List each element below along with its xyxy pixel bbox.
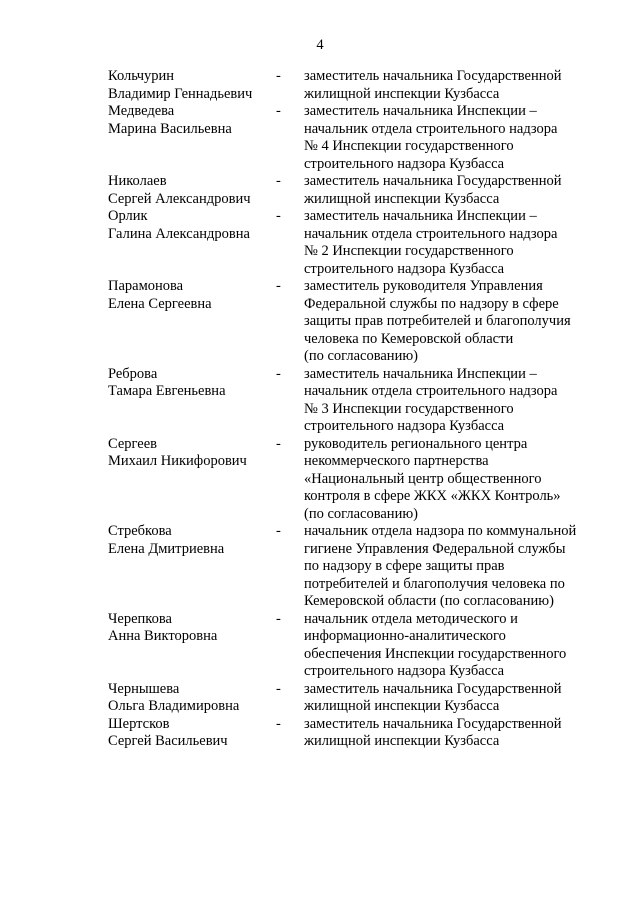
member-row [108,611,608,681]
member-name-line: Орлик [108,208,148,224]
member-position-line: информационно-аналитического [304,628,506,644]
member-dash: - [276,278,281,294]
member-position-line: заместитель начальника Государственной [304,68,562,84]
member-position-line: человека по Кемеровской области [304,330,514,347]
member-position-line: по надзору в сфере защиты прав [304,558,505,574]
member-name-line: Шертсков [108,715,170,732]
member-dash: - [276,103,281,119]
member-row [108,173,608,208]
member-position-line: Кемеровской области (по согласованию) [304,593,554,609]
member-name-line: Сергей Васильевич [108,733,228,749]
member-position [304,681,608,716]
member-dash: - [276,173,281,189]
member-name-line: Парамонова [108,278,184,294]
member-row [108,68,608,103]
member-position [304,208,608,278]
member-position-line: контроля в сфере ЖКХ «ЖКХ Контроль» [304,488,561,504]
member-position-line: защиты прав потребителей и благополучия [304,313,571,329]
member-position-line: начальник отдела строительного надзора [304,383,558,399]
member-dash: - [276,680,281,697]
member-name-line: Анна Викторовна [108,628,218,644]
member-position [304,366,608,436]
member-name [108,366,276,401]
member-name-line: Реброва [108,365,158,382]
member-row [108,103,608,173]
member-name-line: Стребкова [108,523,172,539]
member-position-line: № 3 Инспекции государственного [304,400,514,417]
member-position-line: начальник отдела надзора по коммунальной [304,523,577,539]
member-position-line: заместитель начальника Инспекции – [304,103,537,119]
member-position-line: начальник отдела методического и [304,610,518,627]
member-name [108,681,276,716]
member-name-line: Елена Дмитриевна [108,540,225,557]
member-position-line: заместитель руководителя Управления [304,278,543,294]
member-position-line: заместитель начальника Государственной [304,173,562,189]
member-name-line: Медведева [108,103,175,119]
member-position-line: начальник отдела строительного надзора [304,225,558,242]
member-row [108,366,608,436]
member-position [304,173,608,208]
member-position-line: обеспечения Инспекции государственного [304,645,567,662]
member-name [108,278,276,313]
member-position-line: гигиене Управления Федеральной службы [304,540,566,557]
member-row [108,278,608,366]
member-position-line: жилищной инспекции Кузбасса [304,698,500,714]
member-position-line: некоммерческого партнерства [304,453,489,469]
member-position [304,611,608,681]
member-name-line: Чернышева [108,680,180,697]
member-name-line: Марина Васильевна [108,120,232,137]
member-name [108,611,276,646]
member-name-line: Николаев [108,173,167,189]
member-name [108,716,276,751]
member-row [108,523,608,611]
member-position [304,523,608,611]
member-position-line: потребителей и благополучия человека по [304,575,565,592]
member-row [108,681,608,716]
member-position-line: заместитель начальника Инспекции – [304,208,537,224]
member-name [108,436,276,471]
member-position-line: (по согласованию) [304,505,418,522]
member-name [108,208,276,243]
member-position-line: № 2 Инспекции государственного [304,243,514,259]
member-position-line: строительного надзора Кузбасса [304,663,505,679]
member-position-line: «Национальный центр общественного [304,470,542,487]
member-dash: - [276,435,281,452]
member-dash: - [276,208,281,224]
member-position [304,103,608,173]
member-position-line: № 4 Инспекции государственного [304,138,514,154]
member-position-line: Федеральной службы по надзору в сфере [304,295,559,312]
member-name-line: Галина Александровна [108,225,250,242]
member-position [304,68,608,103]
page-number: 4 [316,37,324,53]
member-name-line: Тамара Евгеньевна [108,383,226,399]
member-name-line: Сергеев [108,435,158,452]
member-row [108,436,608,524]
member-row [108,208,608,278]
member-position [304,436,608,524]
member-dash: - [276,365,281,382]
member-name [108,173,276,208]
member-position [304,716,608,751]
member-position-line: жилищной инспекции Кузбасса [304,85,500,102]
members-list [108,68,608,751]
member-position-line: заместитель начальника Государственной [304,715,562,732]
member-name-line: Ольга Владимировна [108,698,240,714]
member-position-line: (по согласованию) [304,348,418,364]
member-dash: - [276,523,281,539]
member-name [108,523,276,558]
member-name-line: Елена Сергеевна [108,295,212,312]
member-position-line: строительного надзора Кузбасса [304,260,505,277]
member-name-line: Кольчурин [108,68,175,84]
member-row [108,716,608,751]
member-name-line: Владимир Геннадьевич [108,85,253,102]
member-name-line: Михаил Никифорович [108,453,247,469]
member-name-line: Черепкова [108,610,172,627]
member-position-line: руководитель регионального центра [304,435,528,452]
member-position [304,278,608,366]
member-position-line: строительного надзора Кузбасса [304,155,505,172]
member-dash: - [276,610,281,627]
member-dash: - [276,715,281,732]
member-position-line: заместитель начальника Государственной [304,680,562,697]
member-position-line: жилищной инспекции Кузбасса [304,733,500,749]
member-position-line: строительного надзора Кузбасса [304,418,505,434]
member-position-line: заместитель начальника Инспекции – [304,365,537,382]
member-name-line: Сергей Александрович [108,190,251,207]
member-position-line: жилищной инспекции Кузбасса [304,190,500,207]
member-position-line: начальник отдела строительного надзора [304,120,558,137]
member-name [108,68,276,103]
member-dash: - [276,68,281,84]
member-name [108,103,276,138]
